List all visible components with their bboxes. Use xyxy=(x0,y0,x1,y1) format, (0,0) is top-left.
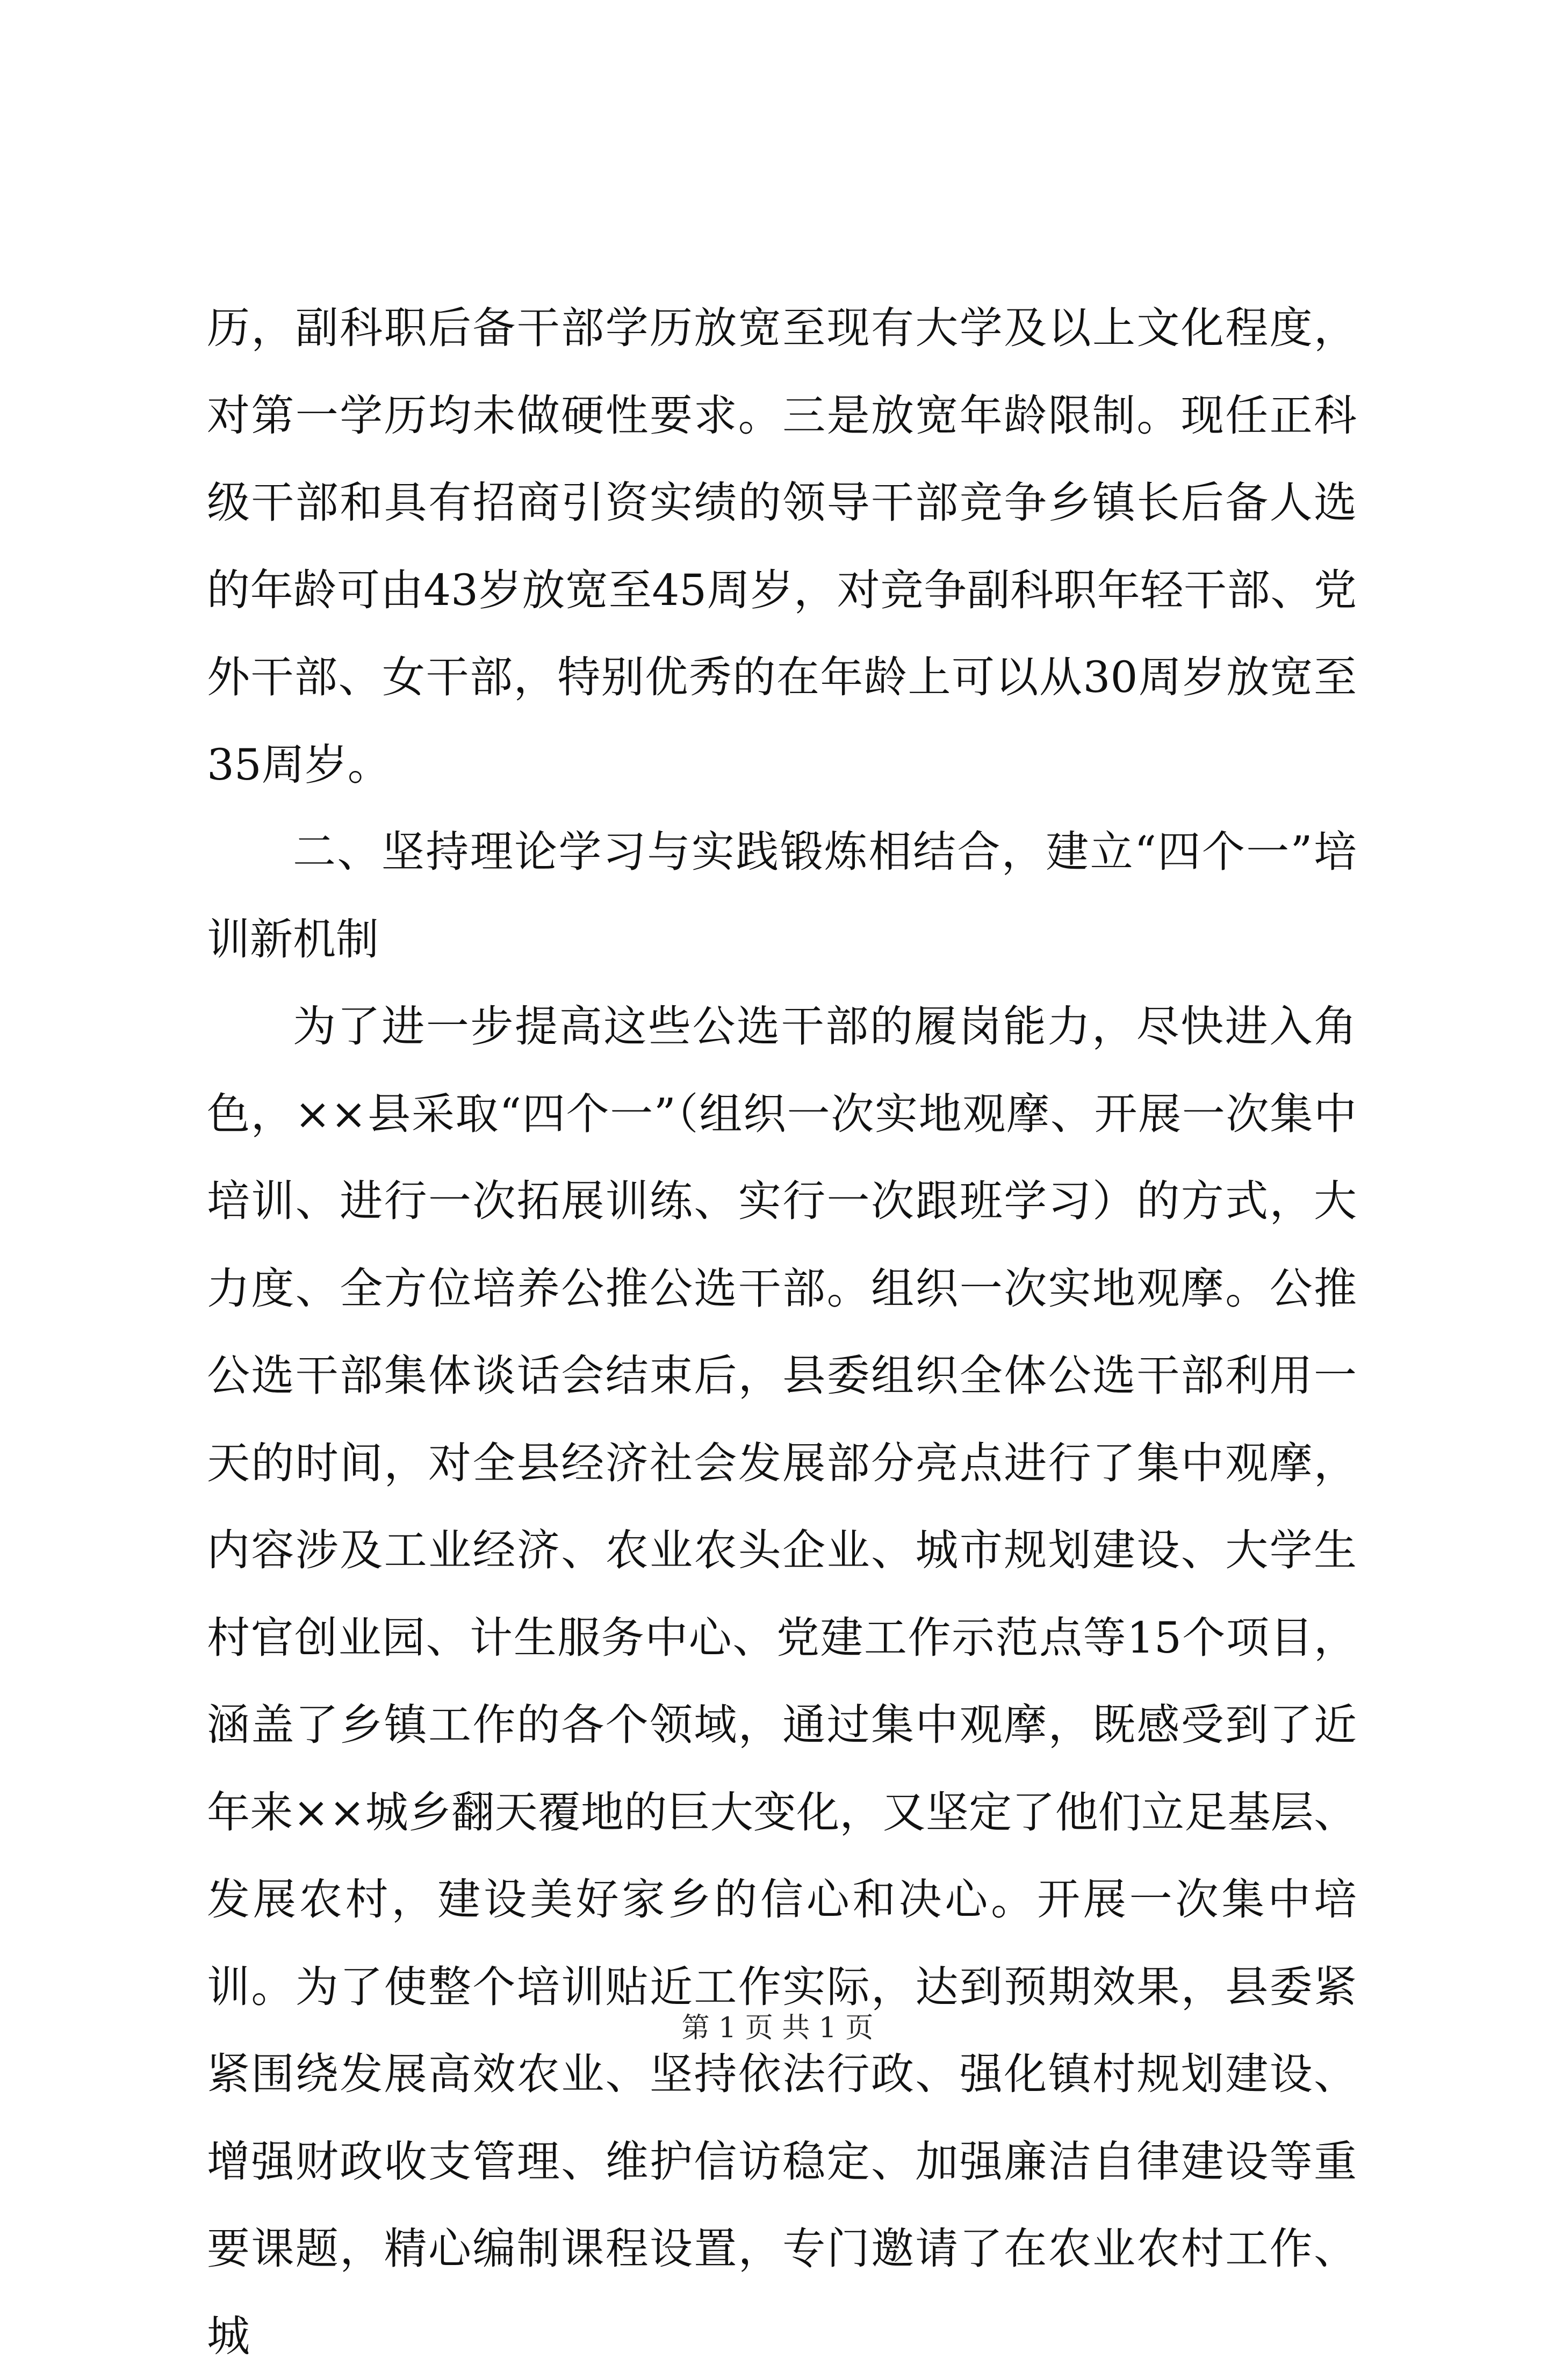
document-body xyxy=(207,285,1357,2380)
paragraph-continued-age-limits: 历，副科职后备干部学历放宽至现有大学及以上文化程度，对第一学历均未做硬性要求。三是放宽年龄限制。现任正科级干部和具有招商引资实绩的领导干部竞争乡镇长后备人选的年龄可由43岁放宽至45周岁，对竞争副科职年轻干部、党外干部、女干部，特别优秀的在年龄上可以从30周岁放宽至35周岁。 xyxy=(207,303,1357,790)
page-number-footer: 第 1 页 共 1 页 xyxy=(681,2012,874,2044)
section-heading-training-mechanism: 二、坚持理论学习与实践锻炼相结合，建立“四个一”培训新机制 xyxy=(207,827,1357,964)
paragraph-four-ones-training: 为了进一步提高这些公选干部的履岗能力，尽快进入角色，××县采取“四个一”（组织一次实地观摩、开展一次集中培训、进行一次拓展训练、实行一次跟班学习）的方式，大力度、全方位培养公推公选干部。组织一次实地观摩。公推公选干部集体谈话会结束后，县委组织全体公选干部利用一天的时间，对全县经济社会发展部分亮点进行了集中观摩，内容涉及工业经济、农业农头企业、城市规划建设、大学生村官创业园、计生服务中心、党建工作示范点等15个项目，涵盖了乡镇工作的各个领域，通过集中观摩，既感受到了近年来××城乡翻天覆地的巨大变化，又坚定了他们立足基层、发展农村，建设美好家乡的信心和决心。开展一次集中培训。为了使整个培训贴近工作实际，达到预期效果，县委紧紧围绕发展高效农业、坚持依法行政、强化镇村规划建设、增强财政收支管理、维护信访稳定、加强廉洁自律建设等重要课题，精心编制课程设置，专门邀请了在农业农村工作、城 xyxy=(207,1001,1357,2361)
